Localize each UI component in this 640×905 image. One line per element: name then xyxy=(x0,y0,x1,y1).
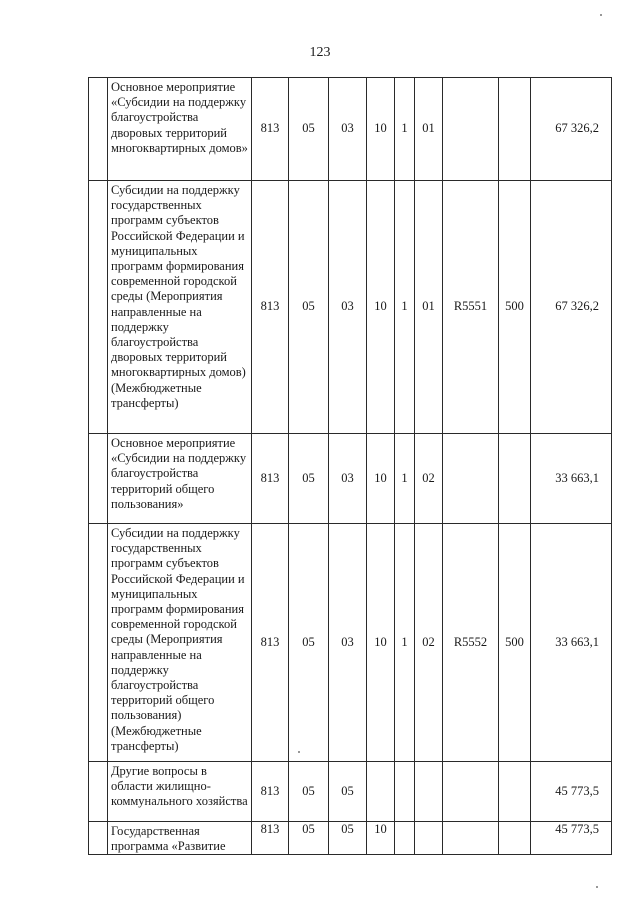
event-code-cell xyxy=(415,762,443,822)
event-code-cell: 01 xyxy=(415,78,443,181)
row-number-cell xyxy=(89,78,108,181)
ministry-code-cell: 813 xyxy=(252,78,289,181)
row-number-cell xyxy=(89,822,108,855)
table-row xyxy=(89,762,612,822)
section-code-cell: 05 xyxy=(289,434,329,524)
subprogram-code-cell: 1 xyxy=(395,524,415,762)
amount-cell: 33 663,1 xyxy=(531,434,612,524)
table-row xyxy=(89,78,612,181)
section-code-cell: 05 xyxy=(289,822,329,855)
subsection-code-cell: 03 xyxy=(329,181,367,434)
program-code-cell: 10 xyxy=(367,181,395,434)
subprogram-code-cell: 1 xyxy=(395,78,415,181)
subsection-code-cell: 05 xyxy=(329,822,367,855)
amount-cell: 45 773,5 xyxy=(531,762,612,822)
event-code-cell: 02 xyxy=(415,524,443,762)
amount-cell: 45 773,5 xyxy=(531,822,612,855)
scan-speck xyxy=(298,751,300,753)
section-code-cell: 05 xyxy=(289,524,329,762)
table-row xyxy=(89,822,612,855)
table-row xyxy=(89,181,612,434)
expense-type-cell xyxy=(499,822,531,855)
subsection-code-cell: 03 xyxy=(329,78,367,181)
expense-type-cell xyxy=(499,78,531,181)
row-number-cell xyxy=(89,524,108,762)
event-code-cell: 01 xyxy=(415,181,443,434)
program-code-cell: 10 xyxy=(367,434,395,524)
subsection-code-cell: 05 xyxy=(329,762,367,822)
event-code-cell xyxy=(415,822,443,855)
subsection-code-cell: 03 xyxy=(329,434,367,524)
expense-direction-cell xyxy=(443,78,499,181)
description-cell: Субсидии на поддержку государственных программ субъектов Российской Федерации и муниципальных программ формирования современной городской среды (Мероприятия направленные на поддержку благоустройства дворовых территорий многоквартирных домов) (Межбюджетные трансферты) xyxy=(108,181,252,434)
expense-type-cell: 500 xyxy=(499,181,531,434)
ministry-code-cell: 813 xyxy=(252,434,289,524)
subprogram-code-cell xyxy=(395,822,415,855)
expense-direction-cell xyxy=(443,762,499,822)
description-cell: Основное мероприятие «Субсидии на поддержку благоустройства дворовых территорий многоквартирных домов» xyxy=(108,78,252,181)
row-number-cell xyxy=(89,434,108,524)
program-code-cell: 10 xyxy=(367,524,395,762)
amount-cell: 33 663,1 xyxy=(531,524,612,762)
scan-speck xyxy=(600,14,602,16)
description-cell: Государственная программа «Развитие xyxy=(108,822,252,855)
expense-direction-cell: R5551 xyxy=(443,181,499,434)
description-cell: Субсидии на поддержку государственных программ субъектов Российской Федерации и муниципальных программ формирования современной городской среды (Мероприятия направленные на поддержку благоустройства территорий общего пользования) (Межбюджетные трансферты) xyxy=(108,524,252,762)
section-code-cell: 05 xyxy=(289,181,329,434)
program-code-cell: 10 xyxy=(367,822,395,855)
row-number-cell xyxy=(89,181,108,434)
subprogram-code-cell xyxy=(395,762,415,822)
table-row xyxy=(89,524,612,762)
event-code-cell: 02 xyxy=(415,434,443,524)
ministry-code-cell: 813 xyxy=(252,524,289,762)
section-code-cell: 05 xyxy=(289,762,329,822)
program-code-cell xyxy=(367,762,395,822)
expense-direction-cell xyxy=(443,822,499,855)
section-code-cell: 05 xyxy=(289,78,329,181)
ministry-code-cell: 813 xyxy=(252,181,289,434)
page-number: 123 xyxy=(309,45,331,60)
expense-direction-cell xyxy=(443,434,499,524)
ministry-code-cell: 813 xyxy=(252,762,289,822)
ministry-code-cell: 813 xyxy=(252,822,289,855)
subsection-code-cell: 03 xyxy=(329,524,367,762)
amount-cell: 67 326,2 xyxy=(531,78,612,181)
subprogram-code-cell: 1 xyxy=(395,434,415,524)
subprogram-code-cell: 1 xyxy=(395,181,415,434)
table-row xyxy=(89,434,612,524)
expense-type-cell: 500 xyxy=(499,524,531,762)
description-cell: Другие вопросы в области жилищно-коммунального хозяйства xyxy=(108,762,252,822)
expense-direction-cell: R5552 xyxy=(443,524,499,762)
expense-type-cell xyxy=(499,434,531,524)
program-code-cell: 10 xyxy=(367,78,395,181)
scan-speck xyxy=(596,886,598,888)
budget-table xyxy=(88,77,612,855)
amount-cell: 67 326,2 xyxy=(531,181,612,434)
row-number-cell xyxy=(89,762,108,822)
description-cell: Основное мероприятие «Субсидии на поддержку благоустройства территорий общего пользования» xyxy=(108,434,252,524)
expense-type-cell xyxy=(499,762,531,822)
